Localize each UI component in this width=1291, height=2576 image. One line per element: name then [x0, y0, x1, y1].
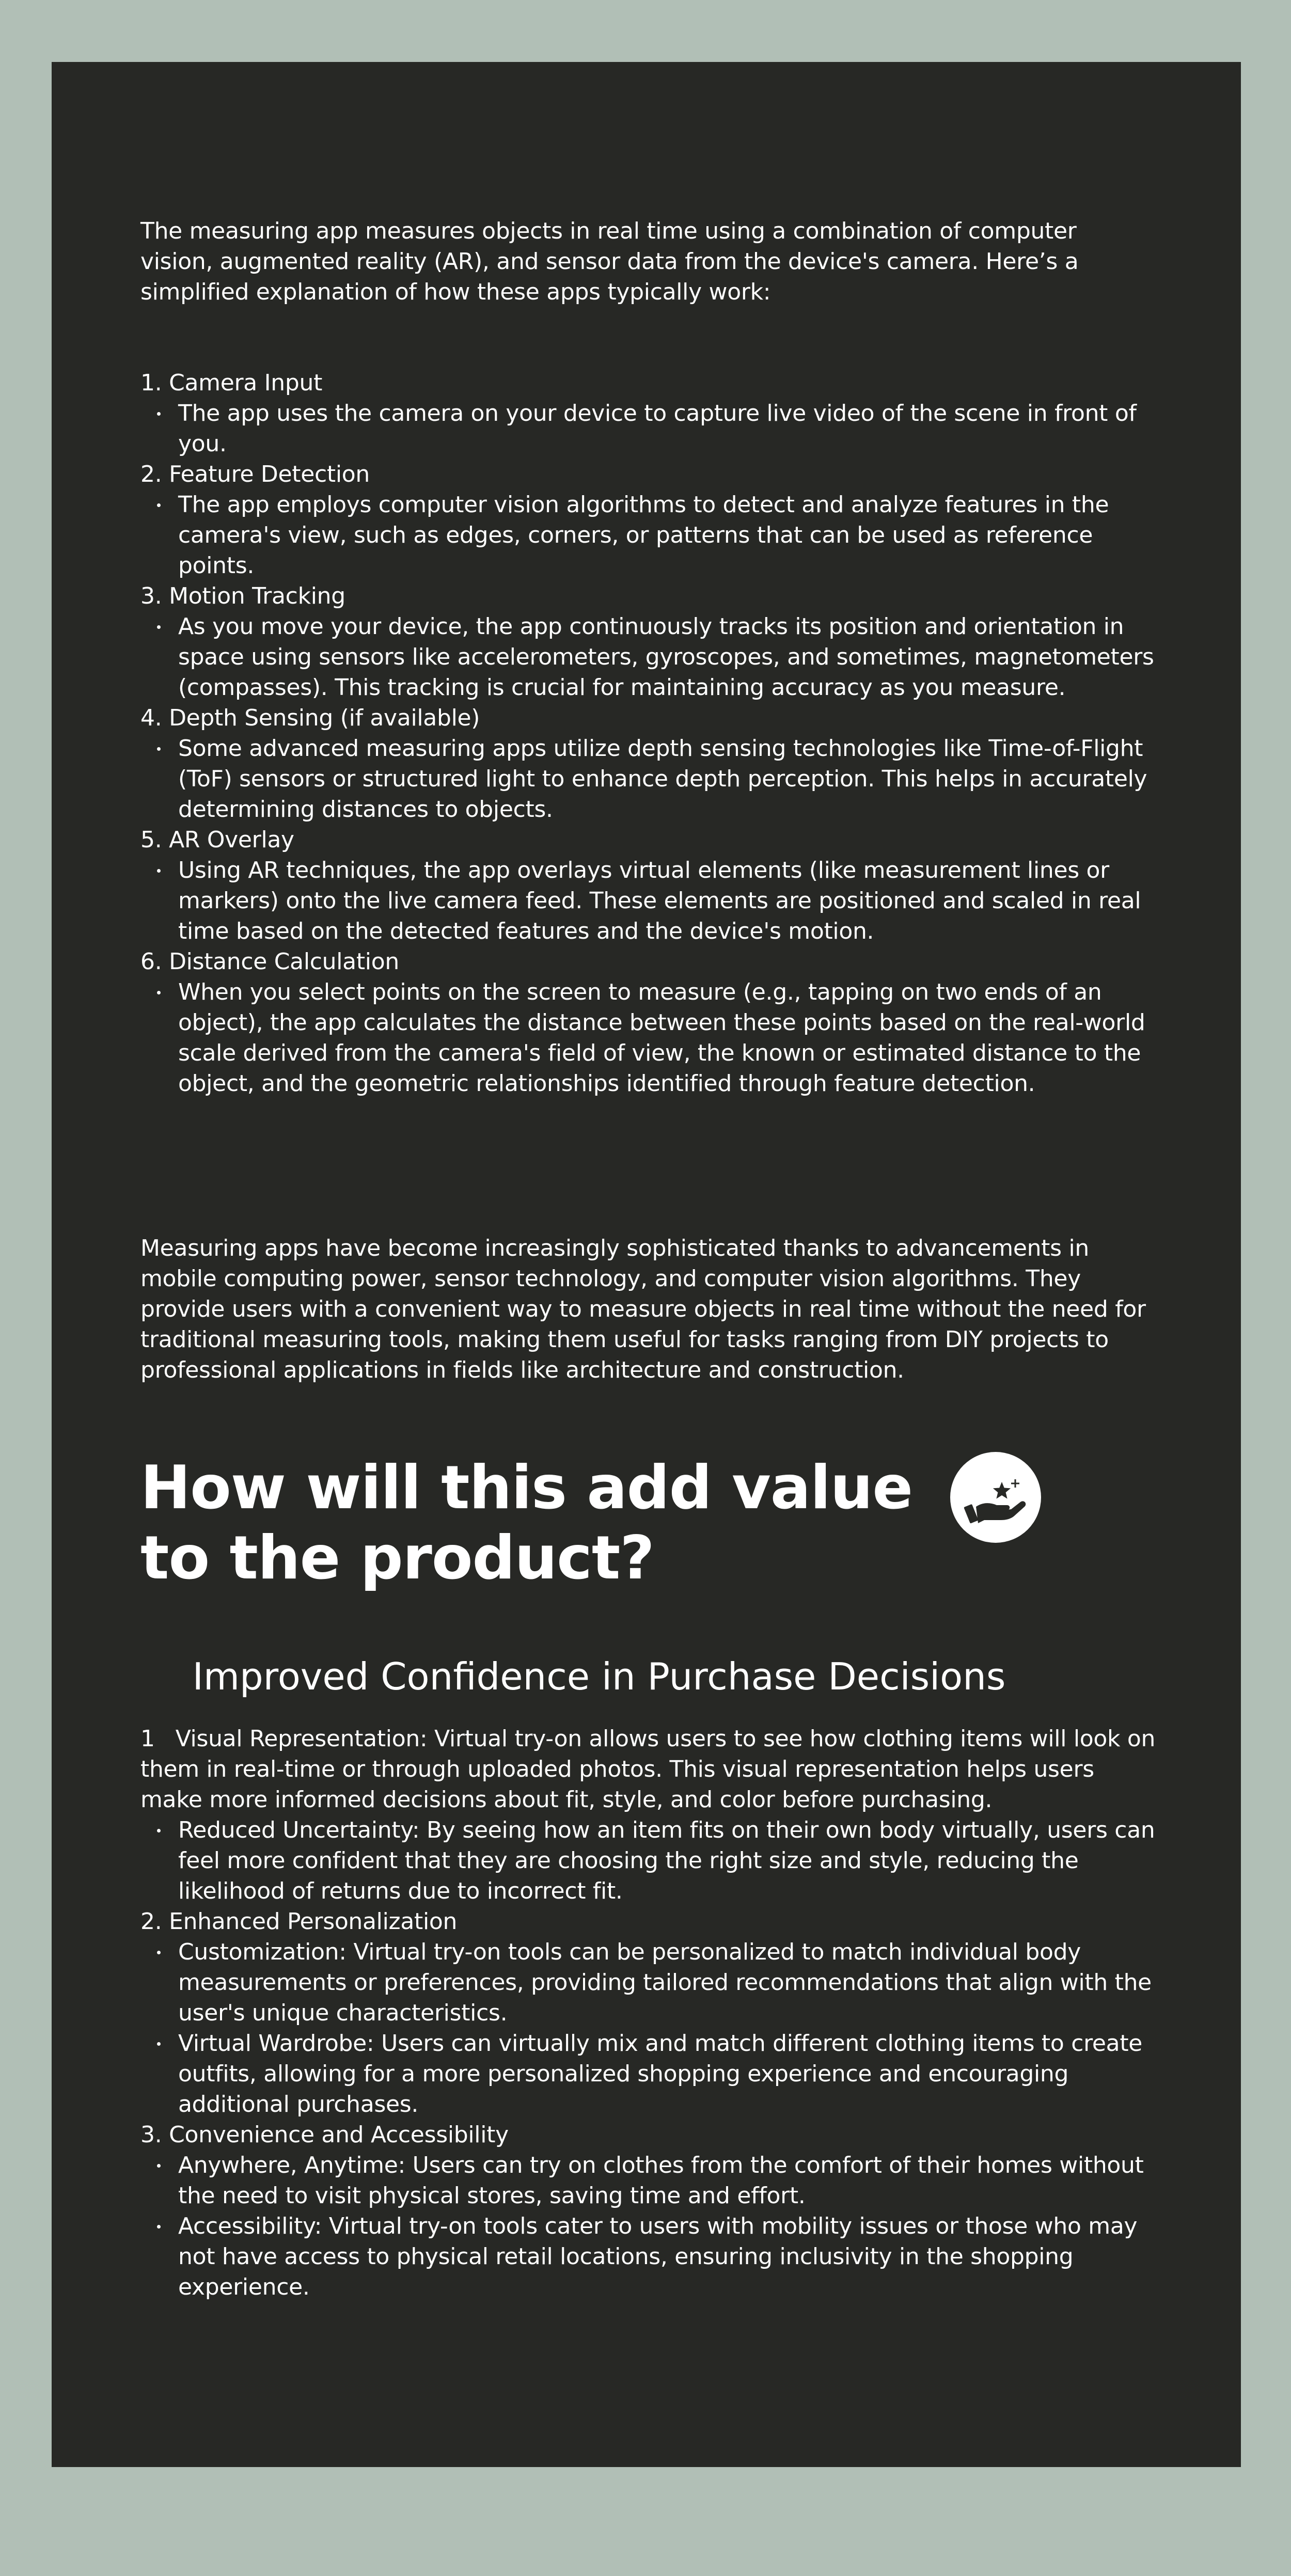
step-bullet: When you select points on the screen to measure (e.g., tapping on two ends of an object), the app calculates the distance between these points based on the real-world scale derived from the camera's field of view, the known or estimated distance to the object, and the geometric relationships identified through feature detection. — [140, 977, 1158, 1099]
step-title: 5. AR Overlay — [140, 827, 294, 853]
step-item — [140, 459, 1158, 581]
step-item — [140, 368, 1158, 459]
step-bullet: As you move your device, the app continuously tracks its position and orientation in space using sensors like accelerometers, gyroscopes, and sometimes, magnetometers (compasses). This tracking is crucial for maintaining accuracy as you measure. — [140, 611, 1158, 703]
summary-section — [140, 1233, 1158, 1385]
step-bullets — [140, 489, 1158, 581]
benefit-bullets — [140, 1937, 1158, 2120]
step-title: 6. Distance Calculation — [140, 949, 399, 975]
step-bullet: Using AR techniques, the app overlays virtual elements (like measurement lines or markers) onto the live camera feed. These elements are positioned and scaled in real time based on the detected features and the device's motion. — [140, 855, 1158, 946]
summary-paragraph: Measuring apps have become increasingly sophisticated thanks to advancements in mobile computing power, sensor technology, and computer vision algorithms. They provide users with a convenient way to measure objects in real time without the need for traditional measuring tools, making them useful for tasks ranging from DIY projects to professional applications in fields like architecture and construction. — [140, 1235, 1146, 1383]
step-title: 3. Motion Tracking — [140, 583, 345, 609]
intro-paragraph: The measuring app measures objects in real time using a combination of computer vision, augmented reality (AR), and sensor data from the device's camera. Here’s a simplified explanation of how these apps typically work: — [140, 218, 1079, 305]
step-bullets — [140, 733, 1158, 825]
benefit-bullet: Customization: Virtual try-on tools can be personalized to match individual body measurements or preferences, providing tailored recommendations that align with the user's unique characteristics. — [140, 1937, 1158, 2028]
step-item — [140, 581, 1158, 703]
benefit-title — [140, 1724, 1158, 1815]
benefit-item — [140, 1724, 1158, 1906]
benefit-text: Visual Representation: Virtual try-on allows users to see how clothing items will look on them in real-time or through uploaded photos. This visual representation helps users make more informed decisions about fit, style, and color before purchasing. — [140, 1726, 1156, 1813]
value-heading: How will this add value to the product? — [140, 1453, 913, 1593]
step-bullet: Some advanced measuring apps utilize depth sensing technologies like Time-of-Flight (ToF) sensors or structured light to enhance depth perception. This helps in accurately determining distances to objects. — [140, 733, 1158, 825]
step-item — [140, 825, 1158, 946]
benefit-item — [140, 2120, 1158, 2302]
step-title: 4. Depth Sensing (if available) — [140, 705, 480, 731]
step-item — [140, 703, 1158, 825]
benefit-bullet: Reduced Uncertainty: By seeing how an item fits on their own body virtually, users can feel more confident that they are choosing the right size and style, reducing the likelihood of returns due to incorrect fit. — [140, 1815, 1158, 1906]
benefit-bullet: Virtual Wardrobe: Users can virtually mix and match different clothing items to create outfits, allowing for a more personalized shopping experience and encouraging additional purchases. — [140, 2028, 1158, 2120]
step-bullets — [140, 611, 1158, 703]
hand-star-icon — [950, 1452, 1041, 1543]
intro-section — [140, 216, 1122, 307]
step-bullets — [140, 977, 1158, 1099]
step-title: 2. Feature Detection — [140, 461, 370, 487]
how-it-works-steps — [140, 368, 1158, 1099]
benefit-bullet: Anywhere, Anytime: Users can try on clothes from the comfort of their homes without the need to visit physical stores, saving time and effort. — [140, 2150, 1158, 2211]
benefit-title: 2. Enhanced Personalization — [140, 1908, 458, 1935]
step-bullets — [140, 398, 1158, 459]
step-bullet: The app employs computer vision algorithms to detect and analyze features in the camera's view, such as edges, corners, or patterns that can be used as reference points. — [140, 489, 1158, 581]
step-bullets — [140, 855, 1158, 946]
benefit-item — [140, 1906, 1158, 2120]
content-card — [52, 62, 1241, 2467]
benefit-title: 3. Convenience and Accessibility — [140, 2122, 509, 2148]
step-item — [140, 946, 1158, 1099]
step-title: 1. Camera Input — [140, 370, 323, 396]
benefit-bullets — [140, 2150, 1158, 2302]
benefit-bullets — [140, 1815, 1158, 1906]
benefit-bullet: Accessibility: Virtual try-on tools cater to users with mobility issues or those who may not have access to physical retail locations, ensuring inclusivity in the shopping experience. — [140, 2211, 1158, 2302]
benefit-subheading: Improved Confidence in Purchase Decisions — [192, 1655, 1006, 1698]
benefits-list — [140, 1724, 1158, 2302]
step-bullet: The app uses the camera on your device to capture live video of the scene in front of you. — [140, 398, 1158, 459]
benefit-number: 1 — [140, 1726, 155, 1752]
